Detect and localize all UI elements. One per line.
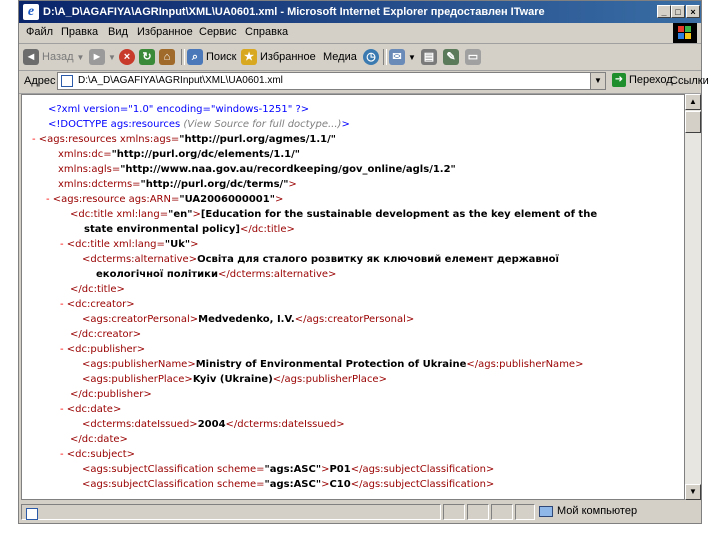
go-button[interactable] <box>612 73 673 87</box>
collapse-toggle[interactable]: - <box>60 449 64 460</box>
home-button[interactable] <box>159 48 175 66</box>
search-label: Поиск <box>206 51 237 63</box>
publisher-name: <ags:publisherName>Ministry of Environmental Protection of Ukraine</ags:publisherName> <box>82 359 584 370</box>
status-bar <box>19 502 701 523</box>
alternative-title-cont: екологічної політики</dcterms:alternative> <box>96 269 337 280</box>
discuss-icon: ▭ <box>465 49 481 65</box>
title-en-cont: state environmental policy]</dc:title> <box>84 224 295 235</box>
print-icon: ▤ <box>421 49 437 65</box>
stop-button[interactable] <box>119 48 135 66</box>
xml-file-icon <box>61 75 73 87</box>
windows-logo-icon <box>673 23 697 43</box>
go-arrow-icon: ➜ <box>612 73 626 87</box>
edit-icon: ✎ <box>443 49 459 65</box>
title-en: <dc:title xml:lang="en">[Education for the sustainable development as the key element of the <box>70 209 598 220</box>
minimize-button[interactable]: _ <box>657 5 671 18</box>
refresh-button[interactable] <box>139 48 155 66</box>
menu-bar <box>19 23 701 44</box>
refresh-icon: ↻ <box>139 49 155 65</box>
creator-close: </dc:creator> <box>70 329 142 340</box>
collapse-toggle[interactable]: - <box>60 344 64 355</box>
xml-declaration: <?xml version="1.0" encoding="windows-1251" ?> <box>48 104 310 115</box>
mail-icon: ✉ <box>389 49 405 65</box>
subject-open: - <dc:subject> <box>60 449 136 460</box>
print-button[interactable] <box>421 48 437 66</box>
status-message <box>21 504 441 520</box>
media-button[interactable] <box>323 48 357 66</box>
collapse-toggle[interactable]: - <box>60 299 64 310</box>
subject-classification: <ags:subjectClassification scheme="ags:ASC">P01</ags:subjectClassification> <box>82 464 495 475</box>
history-button[interactable] <box>363 48 379 66</box>
ie-logo-icon: e <box>23 4 39 20</box>
creator-open: - <dc:creator> <box>60 299 135 310</box>
status-cell <box>443 504 465 520</box>
page-done-icon <box>26 508 38 520</box>
search-icon: ⌕ <box>187 49 203 65</box>
back-arrow-icon: ◄ <box>23 49 39 65</box>
star-icon: ★ <box>241 49 257 65</box>
address-label: Адрес <box>24 75 56 87</box>
menu-help[interactable]: Справка <box>245 26 289 38</box>
creator-personal: <ags:creatorPersonal>Medvedenko, I.V.</ags:creatorPersonal> <box>82 314 415 325</box>
address-bar <box>19 71 709 94</box>
favorites-label: Избранное <box>260 51 316 63</box>
publisher-close: </dc:publisher> <box>70 389 152 400</box>
date-close: </dc:date> <box>70 434 128 445</box>
mail-button[interactable] <box>389 48 416 66</box>
menu-favorites[interactable]: Избранное <box>137 26 193 38</box>
forward-button[interactable] <box>89 48 116 66</box>
menu-edit[interactable]: Правка <box>61 26 99 38</box>
date-open: - <dc:date> <box>60 404 122 415</box>
menu-tools[interactable]: Сервис <box>199 26 237 38</box>
title-uk-close: </dc:title> <box>70 284 125 295</box>
view-source-link[interactable]: (View Source for full doctype...) <box>183 119 342 130</box>
resources-open: - <ags:resources xmlns:ags="http://purl.org/agmes/1.1/" <box>32 134 336 145</box>
date-issued: <dcterms:dateIssued>2004</dcterms:dateIssued> <box>82 419 345 430</box>
toolbar-separator <box>181 49 185 65</box>
status-cell <box>491 504 513 520</box>
history-icon: ◷ <box>363 49 379 65</box>
collapse-toggle[interactable]: - <box>46 194 50 205</box>
home-icon: ⌂ <box>159 49 175 65</box>
namespace-dc: xmlns:dc="http://purl.org/dc/elements/1.1/" <box>58 149 301 160</box>
menu-view[interactable]: Вид <box>108 26 128 38</box>
window-title: D:\A_D\AGAFIYA\AGRInput\XML\UA0601.xml - Microsoft Internet Explorer предоставлен ITware <box>43 6 545 18</box>
collapse-toggle[interactable]: - <box>60 239 64 250</box>
collapse-toggle[interactable]: - <box>60 404 64 415</box>
status-cell <box>467 504 489 520</box>
back-label: Назад <box>42 51 74 63</box>
stop-icon: × <box>119 49 135 65</box>
scroll-down-icon[interactable]: ▼ <box>685 484 701 500</box>
media-label: Медиа <box>323 51 357 63</box>
browser-window <box>18 0 709 524</box>
chevron-down-icon: ▼ <box>108 52 116 62</box>
search-button[interactable] <box>187 48 236 66</box>
xml-document-view[interactable] <box>21 94 685 500</box>
subject-classification: <ags:subjectClassification scheme="ags:ASC">C10</ags:subjectClassification> <box>82 479 495 490</box>
title-bar[interactable] <box>19 1 701 23</box>
forward-arrow-icon: ► <box>89 49 105 65</box>
maximize-button[interactable]: □ <box>671 5 685 18</box>
title-uk-open: - <dc:title xml:lang="Uk"> <box>60 239 199 250</box>
discuss-button[interactable] <box>465 48 481 66</box>
go-label: Переход <box>629 74 673 86</box>
menu-file[interactable]: Файл <box>26 26 54 38</box>
chevron-down-icon: ▼ <box>408 52 416 62</box>
computer-icon <box>539 506 553 517</box>
back-button[interactable] <box>23 48 84 66</box>
doctype-line: <!DOCTYPE ags:resources (View Source for full doctype...)> <box>48 119 350 130</box>
address-input[interactable] <box>57 72 606 90</box>
publisher-open: - <dc:publisher> <box>60 344 146 355</box>
zone-label: Мой компьютер <box>557 505 638 517</box>
scroll-thumb[interactable] <box>685 111 701 133</box>
alternative-title: <dcterms:alternative>Освіта для сталого розвитку як ключовий елемент державної <box>82 254 559 265</box>
resource-open: - <ags:resource ags:ARN="UA2006000001"> <box>46 194 284 205</box>
edit-button[interactable] <box>443 48 459 66</box>
publisher-place: <ags:publisherPlace>Kyiv (Ukraine)</ags:publisherPlace> <box>82 374 387 385</box>
toolbar <box>19 44 701 71</box>
scroll-up-icon[interactable]: ▲ <box>685 94 701 110</box>
vertical-scrollbar[interactable] <box>685 94 701 500</box>
chevron-down-icon: ▼ <box>76 52 85 62</box>
namespace-dcterms: xmlns:dcterms="http://purl.org/dc/terms/"> <box>58 179 297 190</box>
toolbar-separator <box>383 49 387 65</box>
namespace-agls: xmlns:agls="http://www.naa.gov.au/recordkeeping/gov_online/agls/1.2" <box>58 164 456 175</box>
chevron-down-icon[interactable]: ▼ <box>590 73 605 89</box>
address-value: D:\A_D\AGAFIYA\AGRInput\XML\UA0601.xml <box>78 75 283 86</box>
close-button[interactable]: × <box>686 5 700 18</box>
status-cell <box>515 504 535 520</box>
favorites-button[interactable] <box>241 48 316 66</box>
links-button[interactable]: Ссылки <box>670 75 709 87</box>
security-zone <box>539 505 637 517</box>
collapse-toggle[interactable]: - <box>32 134 36 145</box>
